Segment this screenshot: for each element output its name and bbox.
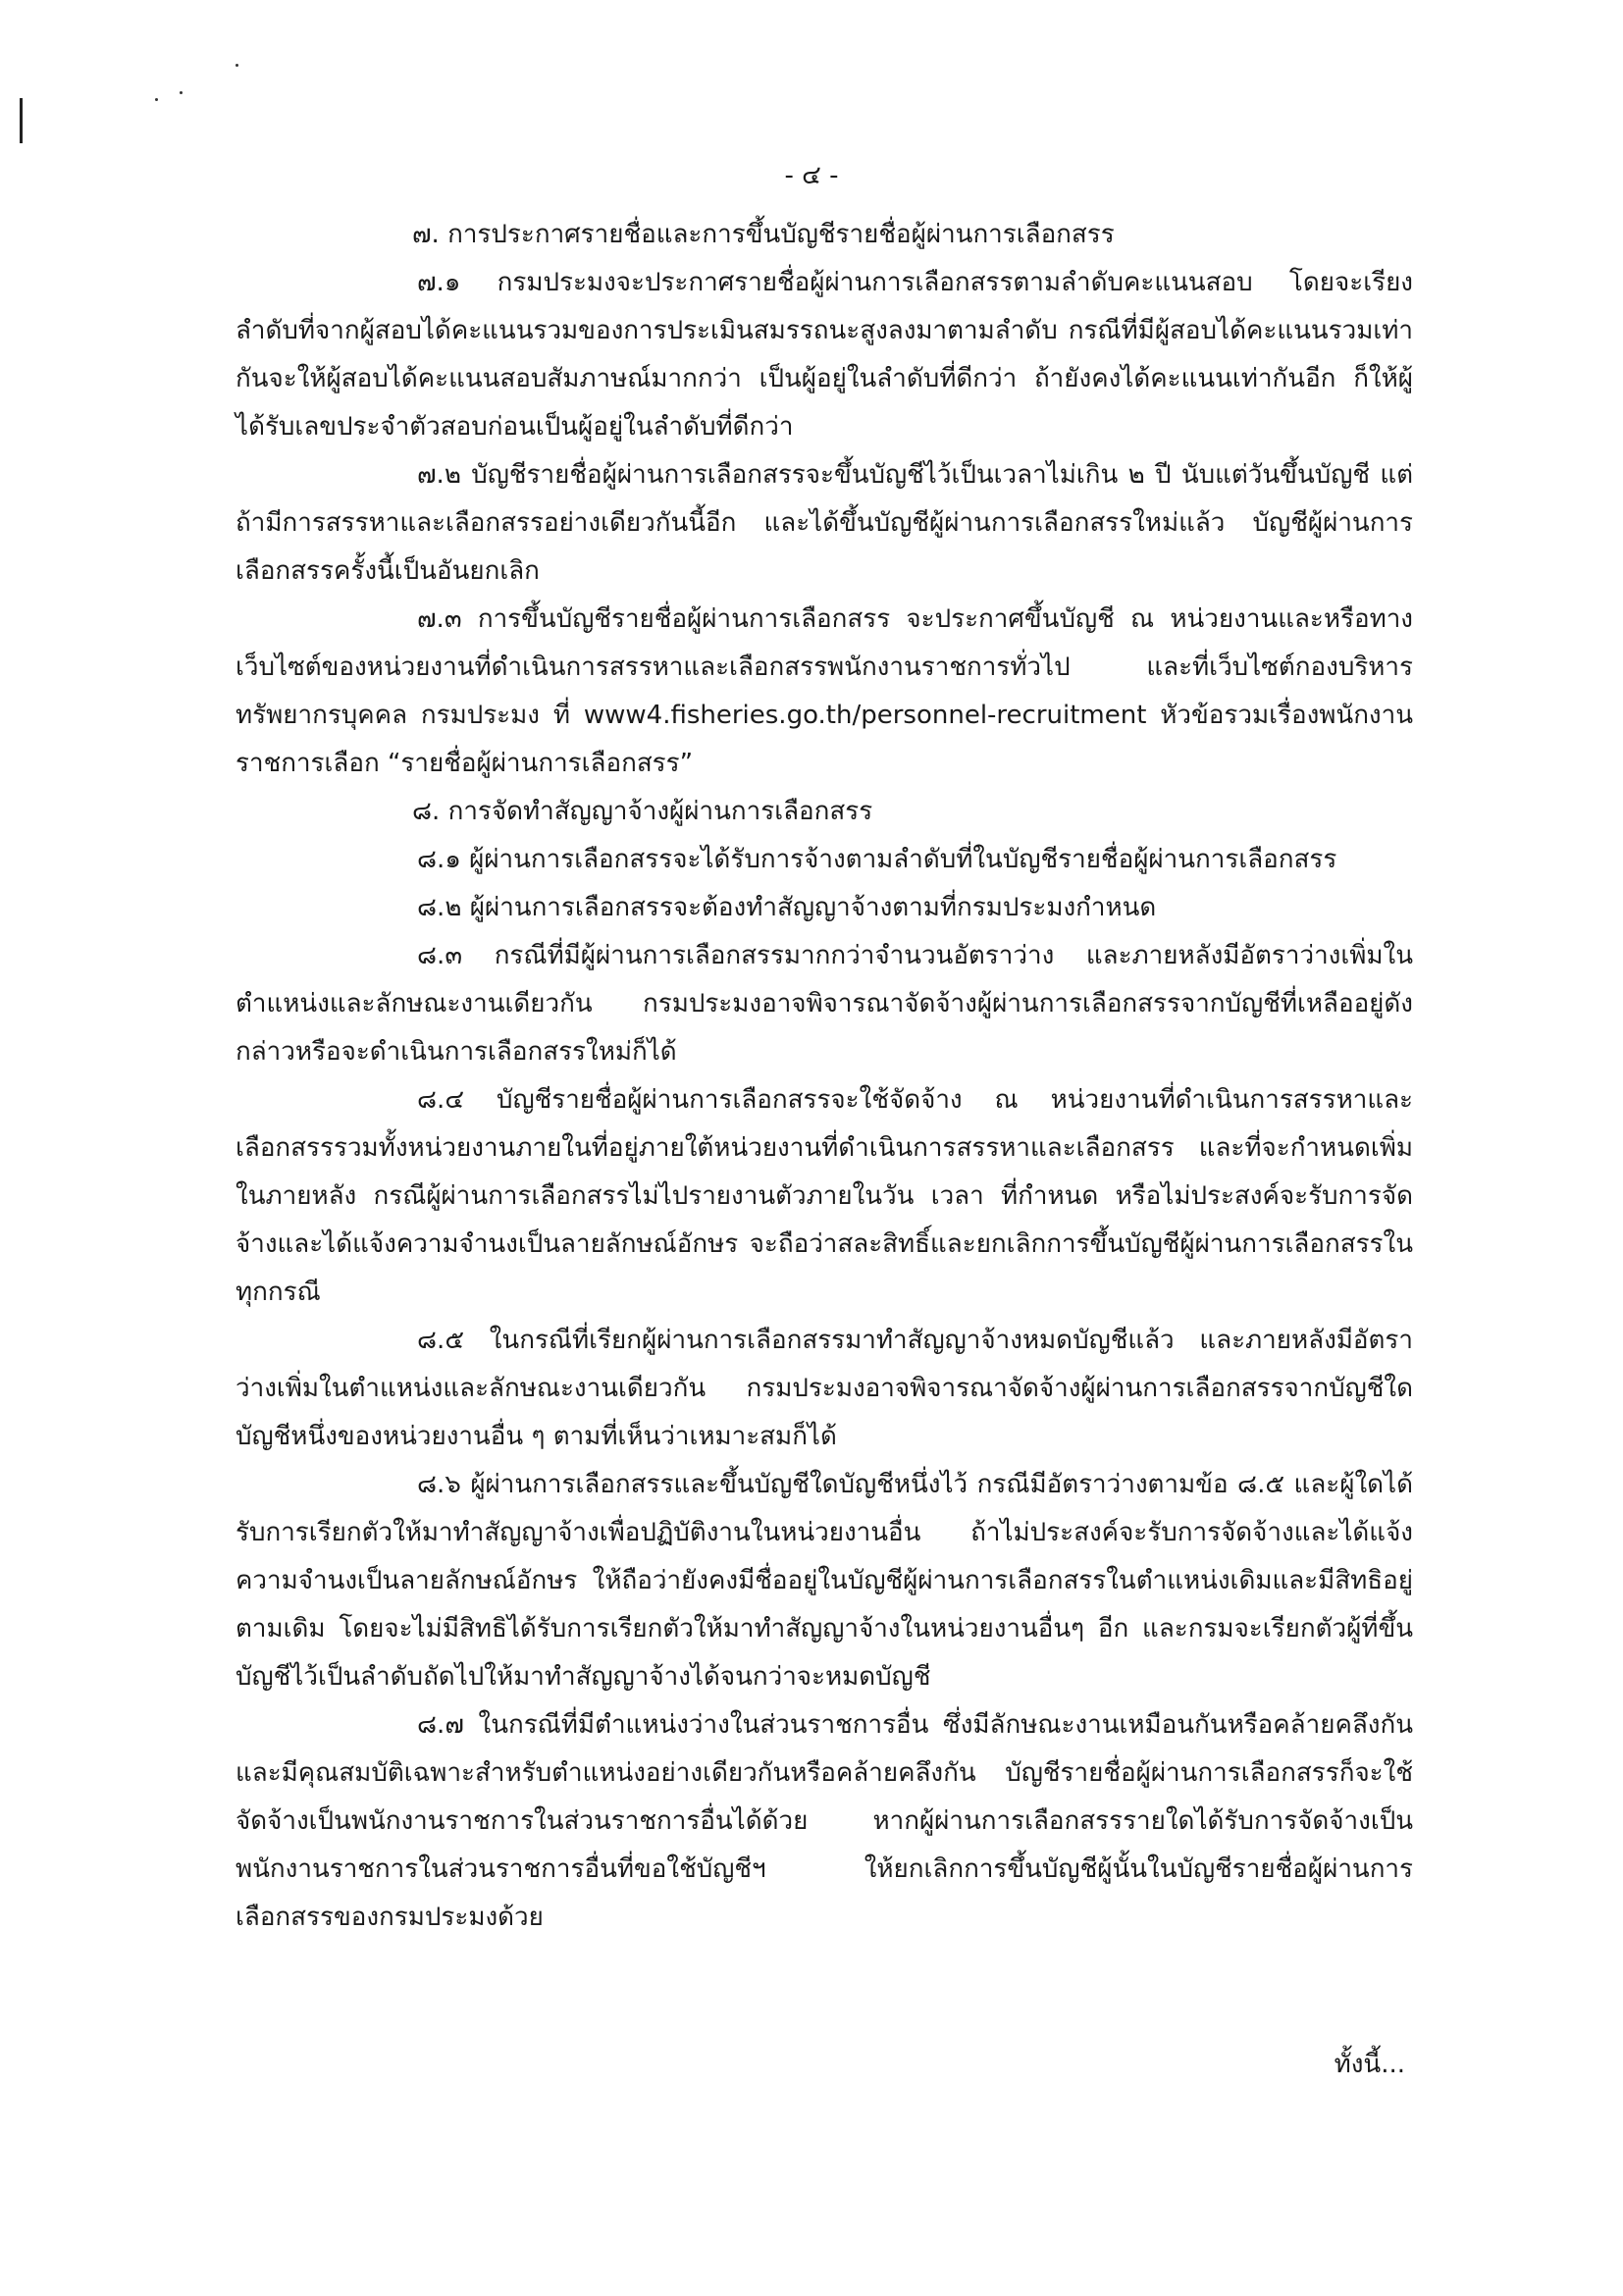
continuation-text: ทั้งนี้... (1334, 2050, 1405, 2079)
section-7-2-paragraph: ๗.๒ บัญชีรายชื่อผู้ผ่านการเลือกสรรจะขึ้นบัญชีไว้เป็นเวลาไม่เกิน ๒ ปี นับแต่วันขึ้นบัญชี แต่ถ้ามีการสรรหาและเลือกสรรอย่างเดียวกันนี้อีก และได้ขึ้นบัญชีผู้ผ่านการเลือกสรรใหม่แล้ว บัญชีผู้ผ่านการเลือกสรรครั้งนี้เป็นอันยกเลิก (236, 460, 1413, 586)
section-8-2-paragraph: ๘.๒ ผู้ผ่านการเลือกสรรจะต้องทำสัญญาจ้างตามที่กรมประมงกำหนด (417, 893, 1157, 922)
section-8-7-paragraph: ๘.๗ ในกรณีที่มีตำแหน่งว่างในส่วนราชการอื่น ซึ่งมีลักษณะงานเหมือนกันหรือคล้ายคลึงกันและมีคุณสมบัติเฉพาะสำหรับตำแหน่งอย่างเดียวกันหรือคล้ายคลึงกัน บัญชีรายชื่อผู้ผ่านการเลือกสรรก็จะใช้จัดจ้างเป็นพนักงานราชการในส่วนราชการอื่นได้ด้วย หากผู้ผ่านการเลือกสรรรายใดได้รับการจัดจ้างเป็นพนักงานราชการในส่วนราชการอื่นที่ขอใช้บัญชีฯ ให้ยกเลิกการขึ้นบัญชีผู้นั้นในบัญชีรายชื่อผู้ผ่านการเลือกสรรของกรมประมงด้วย (236, 1710, 1413, 1932)
section-7-1-paragraph: ๗.๑ กรมประมงจะประกาศรายชื่อผู้ผ่านการเลือกสรรตามลำดับคะแนนสอบ โดยจะเรียงลำดับที่จากผู้สอบได้คะแนนรวมของการประเมินสมรรถนะสูงลงมาตามลำดับ กรณีที่มีผู้สอบได้คะแนนรวมเท่ากันจะให้ผู้สอบได้คะแนนสอบสัมภาษณ์มากกว่า เป็นผู้อยู่ในลำดับที่ดีกว่า ถ้ายังคงได้คะแนนเท่ากันอีก ก็ให้ผู้ได้รับเลขประจำตัวสอบก่อนเป็นผู้อยู่ในลำดับที่ดีกว่า (236, 268, 1413, 442)
section-7-heading: ๗. การประกาศรายชื่อและการขึ้นบัญชีรายชื่อผู้ผ่านการเลือกสรร (412, 220, 1115, 249)
scan-edge-mark (20, 98, 23, 143)
section-8-5-paragraph: ๘.๕ ในกรณีที่เรียกผู้ผ่านการเลือกสรรมาทำสัญญาจ้างหมดบัญชีแล้ว และภายหลังมีอัตราว่างเพิ่มในตำแหน่งและลักษณะงานเดียวกัน กรมประมงอาจพิจารณาจัดจ้างผู้ผ่านการเลือกสรรจากบัญชีใดบัญชีหนึ่งของหน่วยงานอื่น ๆ ตามที่เห็นว่าเหมาะสมก็ได้ (236, 1326, 1413, 1451)
page-number: - ๔ - (784, 161, 839, 190)
document-body (236, 211, 1413, 1942)
scan-speck (155, 98, 158, 101)
scan-speck (180, 91, 183, 94)
section-7-3-paragraph: ๗.๓ การขึ้นบัญชีรายชื่อผู้ผ่านการเลือกสรร จะประกาศขึ้นบัญชี ณ หน่วยงานและหรือทางเว็บไซต์ของหน่วยงานที่ดำเนินการสรรหาและเลือกสรรพนักงานราชการทั่วไป และที่เว็บไซต์กองบริหารทรัพยากรบุคคล กรมประมง ที่ www4.fisheries.go.th/personnel-recruitment หัวข้อรวมเรื่องพนักงานราชการเลือก “รายชื่อผู้ผ่านการเลือกสรร” (236, 604, 1413, 778)
section-8-3-paragraph: ๘.๓ กรณีที่มีผู้ผ่านการเลือกสรรมากกว่าจำนวนอัตราว่าง และภายหลังมีอัตราว่างเพิ่มในตำแหน่งและลักษณะงานเดียวกัน กรมประมงอาจพิจารณาจัดจ้างผู้ผ่านการเลือกสรรจากบัญชีที่เหลืออยู่ดังกล่าวหรือจะดำเนินการเลือกสรรใหม่ก็ได้ (236, 941, 1413, 1067)
section-8-4-paragraph: ๘.๔ บัญชีรายชื่อผู้ผ่านการเลือกสรรจะใช้จัดจ้าง ณ หน่วยงานที่ดำเนินการสรรหาและเลือกสรรรวมทั้งหน่วยงานภายในที่อยู่ภายใต้หน่วยงานที่ดำเนินการสรรหาและเลือกสรร และที่จะกำหนดเพิ่มในภายหลัง กรณีผู้ผ่านการเลือกสรรไม่ไปรายงานตัวภายในวัน เวลา ที่กำหนด หรือไม่ประสงค์จะรับการจัดจ้างและได้แจ้งความจำนงเป็นลายลักษณ์อักษร จะถือว่าสละสิทธิ์และยกเลิกการขึ้นบัญชีผู้ผ่านการเลือกสรรในทุกกรณี (236, 1085, 1413, 1307)
scan-speck (236, 64, 238, 67)
section-8-1-paragraph: ๘.๑ ผู้ผ่านการเลือกสรรจะได้รับการจ้างตามลำดับที่ในบัญชีรายชื่อผู้ผ่านการเลือกสรร (417, 845, 1337, 874)
section-8-heading: ๘. การจัดทำสัญญาจ้างผู้ผ่านการเลือกสรร (412, 797, 873, 826)
section-8-6-paragraph: ๘.๖ ผู้ผ่านการเลือกสรรและขึ้นบัญชีใดบัญชีหนึ่งไว้ กรณีมีอัตราว่างตามข้อ ๘.๕ และผู้ใดได้รับการเรียกตัวให้มาทำสัญญาจ้างเพื่อปฏิบัติงานในหน่วยงานอื่น ถ้าไม่ประสงค์จะรับการจัดจ้างและได้แจ้งความจำนงเป็นลายลักษณ์อักษร ให้ถือว่ายังคงมีชื่ออยู่ในบัญชีผู้ผ่านการเลือกสรรในตำแหน่งเดิมและมีสิทธิอยู่ตามเดิม โดยจะไม่มีสิทธิได้รับการเรียกตัวให้มาทำสัญญาจ้างในหน่วยงานอื่นๆ อีก และกรมจะเรียกตัวผู้ที่ขึ้นบัญชีไว้เป็นลำดับถัดไปให้มาทำสัญญาจ้างได้จนกว่าจะหมดบัญชี (236, 1470, 1413, 1692)
